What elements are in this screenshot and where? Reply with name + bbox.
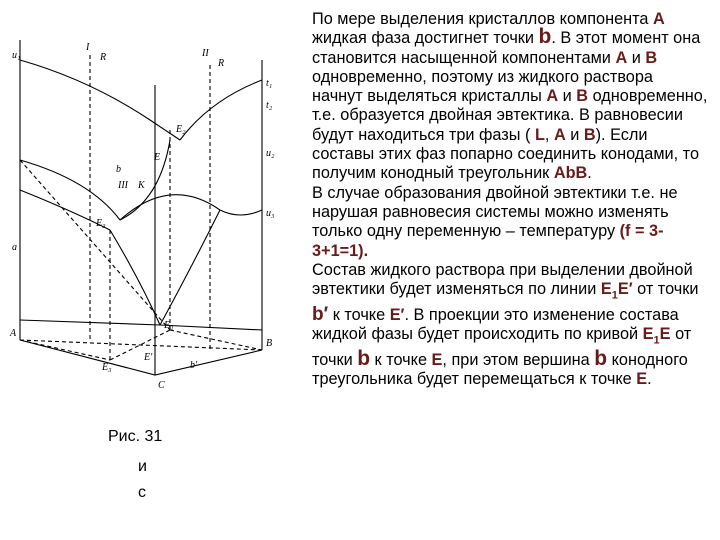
paragraph-3 [298, 261, 708, 389]
label-Ep: E' [144, 352, 153, 363]
label-B: B [266, 338, 273, 349]
label-K: K [138, 180, 145, 191]
label-u3: u₃ [266, 208, 275, 219]
p3-text-e: от точки [312, 325, 692, 369]
p1-symbol-A: А [652, 10, 665, 28]
p3-text-d: . В проекции это изменение состава жидкой фазы будет происходить по кривой [312, 305, 679, 343]
p3-symbol-E2: E [636, 369, 648, 388]
p3-E1-sub: 1 [611, 289, 618, 302]
p1-symbol-b: b [538, 25, 552, 49]
label-E3b: E₃ [102, 362, 112, 373]
p2-text-a: В случае образования двойной эвтектики т.е. не нарушая равновесия системы можно изменять только одну переменную – температуру [312, 183, 678, 241]
label-C: C [158, 380, 165, 391]
figure-caption-fragment-2: с [138, 484, 146, 501]
p3-E1E-b: E [659, 325, 671, 343]
p3-text-b: от точки [632, 280, 699, 299]
proj-diag1 [20, 160, 170, 330]
label-I: I [86, 42, 90, 53]
label-E2: E₂ [176, 124, 186, 135]
label-a: a [12, 242, 17, 253]
p1-text-c: . В этот момент она становится насыщенной компонентами [312, 29, 701, 67]
p3-symbol-Ep2: E′ [389, 305, 405, 324]
p3-symbol-E1E [642, 325, 671, 347]
label-bp: b' [190, 360, 198, 371]
label-b: b [116, 164, 121, 175]
label-u2: u₂ [266, 148, 275, 159]
p3-text-end: . [647, 369, 652, 388]
p1-symbol-B: В [645, 48, 658, 67]
p1-symbol-B3: В [583, 125, 596, 144]
isotherm-2 [160, 325, 262, 330]
curve-e3-e1 [110, 230, 160, 325]
label-E: E [154, 152, 161, 163]
p1-text-sep: , [544, 125, 554, 144]
p1-symbol-A2: А [615, 48, 628, 67]
p3-E1: E [600, 280, 612, 299]
label-III: III [118, 180, 128, 191]
p1-symbol-AbB: АbВ [553, 164, 588, 183]
p2-formula: (f = 3-3+1=1). [312, 222, 664, 260]
curve-bp-e1 [160, 210, 220, 325]
p1-symbol-B2: В [576, 87, 589, 106]
label-E1: E₁ [164, 320, 174, 331]
p3-text-a: Состав жидкого раствора при выделении двойной эвтектики будет изменяться по линии [312, 260, 693, 299]
label-A: A [10, 328, 17, 339]
p3-Ep: E′ [617, 280, 633, 299]
p1-text-b: жидкая фаза достигнет точки [312, 29, 539, 48]
p1-text-a: По мере выделения кристаллов компонента [312, 10, 653, 28]
p1-symbol-A3: А [546, 87, 559, 106]
p3-symbol-E: E [431, 350, 443, 369]
label-R2: R [218, 58, 225, 69]
figure-caption-fragment-1: и [138, 458, 147, 475]
label-u1: u₁ [12, 50, 21, 61]
p1-text-and: и [627, 48, 646, 67]
p3-symbol-bp: b′ [312, 303, 329, 325]
p1-text-d: одновременно, поэтому из жидкого раствора начнут выделяться кристаллы [312, 67, 653, 106]
p3-text-h: конодного треугольника будет перемещаться к точке [312, 350, 688, 388]
paragraph-2 [298, 184, 708, 261]
p1-symbol-A4: А [553, 125, 566, 144]
p3-E1E-sub: 1 [653, 334, 660, 347]
p3-symbol-b2: b [594, 346, 608, 370]
p3-symbol-b: b [357, 346, 371, 370]
paragraph-1 [298, 10, 708, 184]
phase-diagram-figure [10, 40, 280, 420]
curve-u3 [220, 210, 262, 215]
p3-E1E-a: E [642, 325, 654, 343]
p3-symbol-E1Ep [600, 280, 633, 302]
label-t2: t₂ [266, 100, 273, 111]
label-t1: t₁ [266, 78, 273, 89]
p1-symbol-L: L [534, 125, 545, 144]
p1-text-f: ). Если составы этих фаз попарно соединить конодами, то получим конодный треугольник [312, 125, 699, 183]
p3-text-g: , при этом вершина [442, 350, 595, 369]
label-II: II [202, 48, 209, 59]
figure-caption: Рис. 31 [108, 428, 163, 445]
liquidus-b [180, 80, 262, 140]
p3-text-c: к точке [328, 305, 390, 324]
label-E3: E₃ [96, 218, 106, 229]
p3-text-f: к точке [370, 350, 432, 369]
p1-text-end: . [587, 164, 592, 183]
liquidus-a [20, 60, 150, 120]
p1-text-and2: и [558, 87, 577, 106]
phase-diagram-svg [10, 40, 280, 420]
body-text [298, 10, 708, 389]
label-R: R [100, 52, 107, 63]
p1-text-e: одновременно, т.е. образуется двойная эвтектика. В равновесии будут находиться три фазы ( [312, 87, 708, 144]
p1-text-and3: и [565, 125, 584, 144]
